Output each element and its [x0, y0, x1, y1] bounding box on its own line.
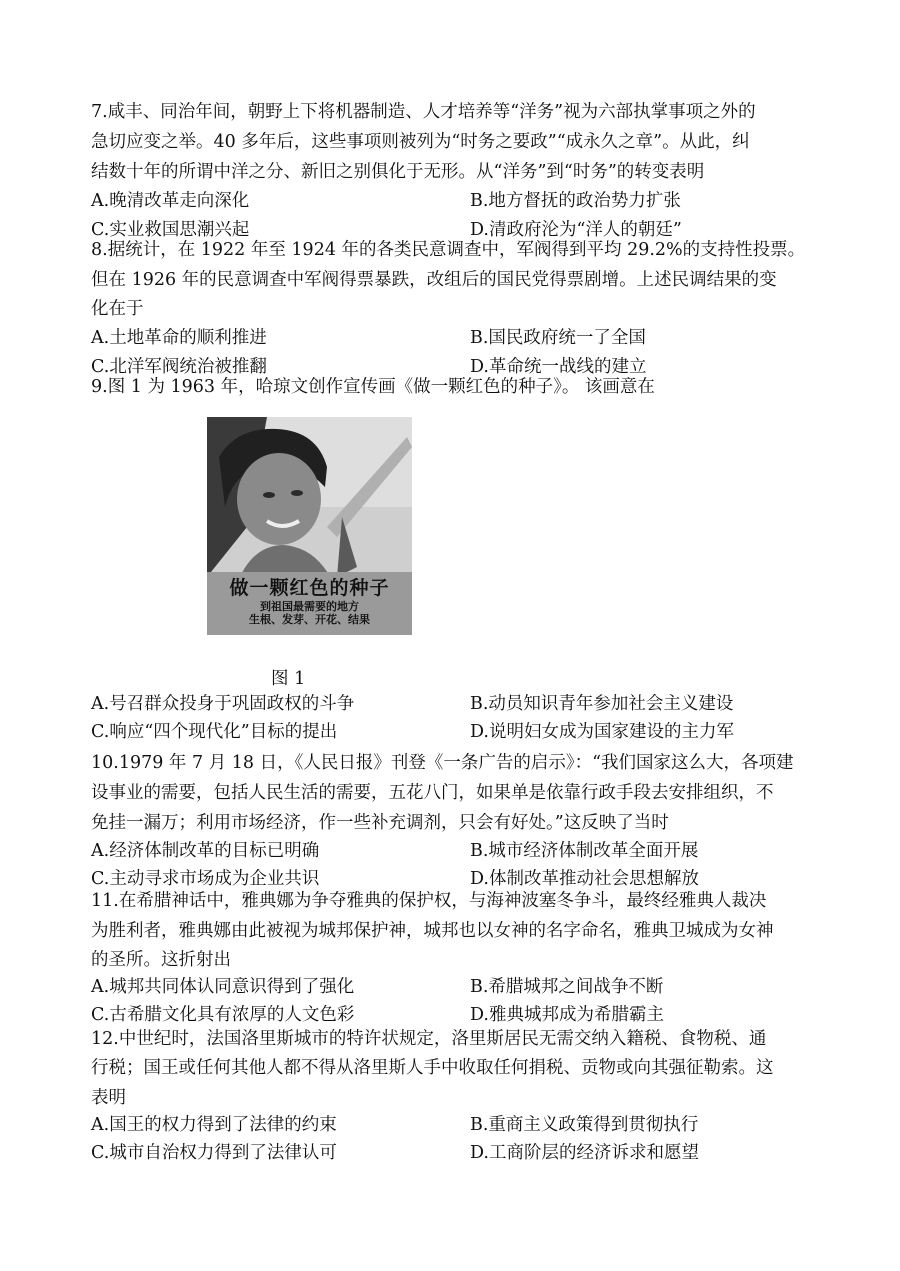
- q7-stem-line-1: 7.咸丰、同治年间，朝野上下将机器制造、人才培养等“洋务”视为六部执掌事项之外的: [91, 102, 756, 122]
- q8-stem-line-3: 化在于: [91, 299, 144, 319]
- q8-stem-line-1: 8.据统计，在 1922 年至 1924 年的各类民意调查中，军阀得到平均 29.2%的支持性投票。: [91, 240, 806, 260]
- q12-option-c: C.城市自治权力得到了法律认可: [91, 1143, 337, 1163]
- q9-stem-line-1: 9.图 1 为 1963 年，哈琼文创作宣传画《做一颗红色的种子》。 该画意在: [91, 377, 655, 397]
- q7-option-c: C.实业救国思潮兴起: [91, 220, 250, 240]
- q7-stem-line-2: 急切应变之举。40 多年后，这些事项则被列为“时务之要政”“成永久之章”。从此，纠: [91, 132, 750, 152]
- figure-caption: 图 1: [271, 669, 306, 689]
- q10-option-c: C.主动寻求市场成为企业共识: [91, 869, 320, 889]
- q12-stem-line-2: 行税；国王或任何其他人都不得从洛里斯人手中收取任何捐税、贡物或向其强征勒索。这: [91, 1058, 774, 1078]
- q10-option-b: B.城市经济体制改革全面开展: [470, 841, 699, 861]
- q11-option-a: A.城邦共同体认同意识得到了强化: [91, 977, 355, 997]
- q11-option-d: D.雅典城邦成为希腊霸主: [470, 1005, 664, 1025]
- q11-stem-line-3: 的圣所。这折射出: [91, 950, 231, 970]
- q10-stem-line-3: 免挂一漏万；利用市场经济，作一些补充调剂，只会有好处。”这反映了当时: [91, 813, 669, 833]
- q12-stem-line-1: 12.中世纪时，法国洛里斯城市的特许状规定，洛里斯居民无需交纳入籍税、食物税、通: [91, 1029, 767, 1049]
- q8-stem-line-2: 但在 1926 年的民意调查中军阀得票暴跌，改组后的国民党得票剧增。上述民调结果的变: [91, 270, 777, 290]
- q11-stem-line-1: 11.在希腊神话中，雅典娜为争夺雅典的保护权，与海神波塞冬争斗，最终经雅典人裁决: [91, 891, 767, 911]
- q9-option-a: A.号召群众投身于巩固政权的斗争: [91, 694, 355, 714]
- q11-option-c: C.古希腊文化具有浓厚的人文色彩: [91, 1005, 355, 1025]
- q12-option-d: D.工商阶层的经济诉求和愿望: [470, 1143, 699, 1163]
- q9-option-d: D.说明妇女成为国家建设的主力军: [470, 722, 734, 742]
- poster-caption-block: [207, 579, 412, 626]
- q12-option-a: A.国王的权力得到了法律的约束: [91, 1115, 337, 1135]
- q10-stem-line-1: 10.1979 年 7 月 18 日，《人民日报》刊登《一条广告的启示》：“我们国家这么大，各项建: [91, 753, 794, 773]
- q7-option-a: A.晚清改革走向深化: [91, 191, 250, 211]
- q11-option-b: B.希腊城邦之间战争不断: [470, 977, 664, 997]
- propaganda-poster-image: [207, 417, 412, 635]
- q7-option-d: D.清政府沦为“洋人的朝廷”: [470, 220, 682, 240]
- q9-option-b: B.动员知识青年参加社会主义建设: [470, 694, 734, 714]
- q10-option-a: A.经济体制改革的目标已明确: [91, 841, 320, 861]
- q8-option-d: D.革命统一战线的建立: [470, 357, 647, 377]
- q12-option-b: B.重商主义政策得到贯彻执行: [470, 1115, 699, 1135]
- q8-option-a: A.土地革命的顺利推进: [91, 328, 267, 348]
- q8-option-c: C.北洋军阀统治被推翻: [91, 357, 267, 377]
- poster-subtitle-1: 到祖国最需要的地方: [260, 599, 359, 613]
- q7-option-b: B.地方督抚的政治势力扩张: [470, 191, 681, 211]
- q8-option-b: B.国民政府统一了全国: [470, 328, 646, 348]
- poster-title: 做一颗红色的种子: [229, 577, 390, 599]
- q10-option-d: D.体制改革推动社会思想解放: [470, 869, 699, 889]
- q12-stem-line-3: 表明: [91, 1088, 126, 1108]
- q11-stem-line-2: 为胜利者，雅典娜由此被视为城邦保护神，城邦也以女神的名字命名，雅典卫城成为女神: [91, 921, 774, 941]
- q9-option-c: C.响应“四个现代化”目标的提出: [91, 722, 338, 742]
- poster-subtitle-2: 生根、发芽、开花、结果: [249, 613, 370, 627]
- q7-stem-line-3: 结数十年的所谓中洋之分、新旧之别俱化于无形。从“洋务”到“时务”的转变表明: [91, 162, 705, 182]
- q10-stem-line-2: 设事业的需要，包括人民生活的需要，五花八门，如果单是依靠行政手段去安排组织，不: [91, 783, 774, 803]
